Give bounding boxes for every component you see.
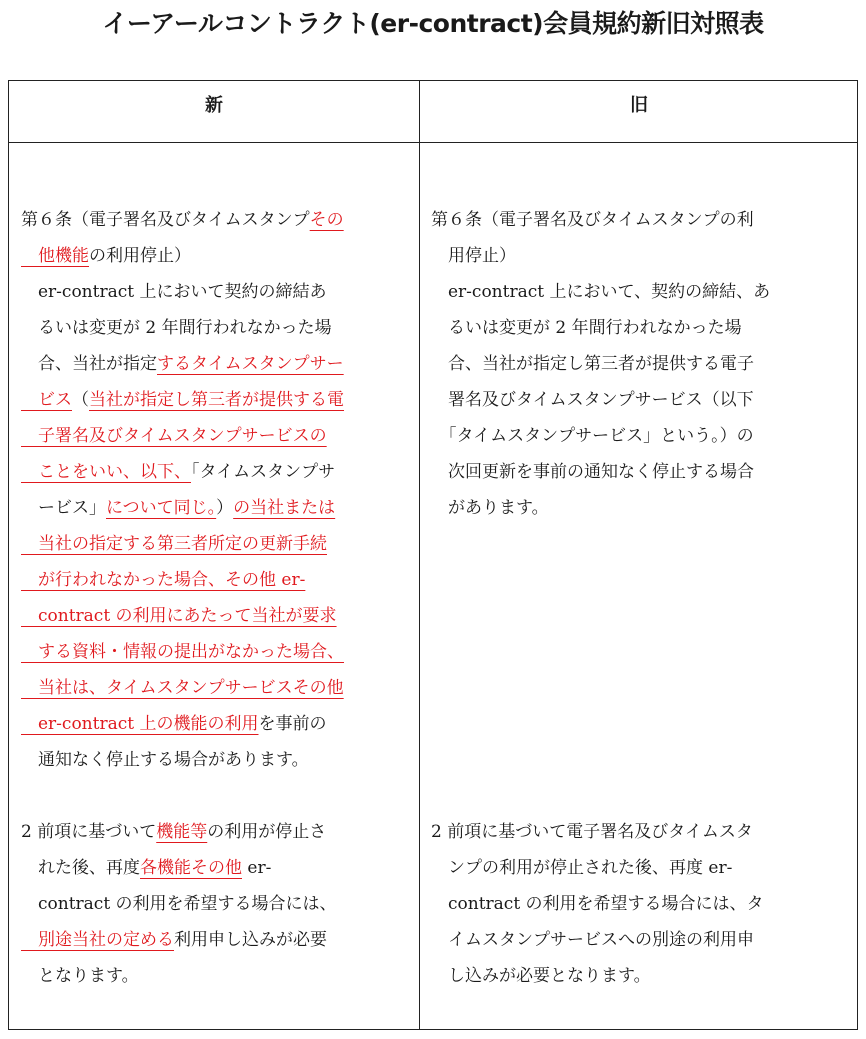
text-line bbox=[21, 958, 416, 994]
text-line: ンプの利用が停止された後、再度 er- bbox=[431, 858, 733, 878]
changed-text: ビス bbox=[21, 390, 72, 410]
text-line: er-contract 上において、契約の締結、あ bbox=[431, 282, 771, 302]
changed-text: その bbox=[309, 210, 344, 230]
text-line bbox=[21, 634, 416, 670]
text-line bbox=[21, 310, 416, 346]
text-line: イムスタンプサービスへの別途の利用申 bbox=[431, 930, 754, 950]
text-segment: 第６条（電子署名及びタイムスタンプ bbox=[21, 210, 310, 230]
text-line: 第６条（電子署名及びタイムスタンプの利 bbox=[431, 210, 754, 230]
text-line bbox=[21, 598, 416, 634]
new-article-6 bbox=[21, 202, 416, 778]
old-paragraph-2 bbox=[431, 814, 856, 994]
changed-text: 別途当社の定める bbox=[21, 930, 174, 950]
text-line bbox=[21, 274, 416, 310]
comparison-table bbox=[8, 80, 858, 1030]
text-segment: er-contract 上において契約の締結あ bbox=[21, 282, 327, 302]
text-segment: となります。 bbox=[21, 966, 139, 986]
text-segment: contract の利用を希望する場合には、 bbox=[21, 894, 337, 914]
text-line bbox=[21, 922, 416, 958]
changed-text: 他機能 bbox=[21, 246, 89, 266]
text-line: 署名及びタイムスタンプサービス（以下 bbox=[431, 390, 754, 410]
text-segment: 利用申し込みが必要 bbox=[174, 930, 327, 950]
changed-text: 当社が指定し第三者が提供する電 bbox=[89, 390, 344, 410]
text-line bbox=[21, 562, 416, 598]
text-line: 合、当社が指定し第三者が提供する電子 bbox=[431, 354, 754, 374]
new-paragraph-2 bbox=[21, 814, 416, 994]
changed-text: について同じ。 bbox=[106, 498, 217, 518]
text-line bbox=[21, 202, 416, 238]
text-segment: （ bbox=[72, 390, 89, 410]
text-line bbox=[21, 850, 416, 886]
column-header-old: 旧 bbox=[630, 95, 648, 116]
text-line: し込みが必要となります。 bbox=[431, 966, 651, 986]
text-line: contract の利用を希望する場合には、タ bbox=[431, 894, 764, 914]
text-line: 2 前項に基づいて電子署名及びタイムスタ bbox=[431, 822, 753, 842]
text-segment: の利用停止） bbox=[89, 246, 191, 266]
text-line bbox=[21, 346, 416, 382]
changed-text: する資料・情報の提出がなかった場合、 bbox=[21, 642, 344, 662]
text-segment: るいは変更が 2 年間行われなかった場 bbox=[21, 318, 332, 338]
text-line bbox=[21, 382, 416, 418]
text-line bbox=[21, 418, 416, 454]
text-line bbox=[21, 526, 416, 562]
text-segment: を事前の bbox=[258, 714, 327, 734]
changed-text: 各機能その他 bbox=[140, 858, 242, 878]
text-segment: 2 前項に基づいて bbox=[21, 822, 157, 842]
text-line bbox=[21, 742, 416, 778]
text-segment: れた後、再度 bbox=[21, 858, 140, 878]
text-line bbox=[21, 814, 416, 850]
changed-text: 子署名及びタイムスタンプサービスの bbox=[21, 426, 327, 446]
text-line bbox=[21, 490, 416, 526]
changed-text: contract の利用にあたって当社が要求 bbox=[21, 606, 337, 626]
text-line bbox=[21, 238, 416, 274]
text-line bbox=[21, 670, 416, 706]
text-line bbox=[21, 886, 416, 922]
old-article-6 bbox=[431, 202, 856, 526]
text-segment: の利用が停止さ bbox=[207, 822, 327, 842]
text-segment: ） bbox=[216, 498, 234, 518]
header-divider bbox=[9, 142, 857, 143]
text-segment: 合、当社が指定 bbox=[21, 354, 157, 374]
text-segment: ービス」 bbox=[21, 498, 106, 518]
changed-text: ことをいい、以下、 bbox=[21, 462, 191, 482]
text-line: があります。 bbox=[431, 498, 549, 518]
text-line: 「タイムスタンプサービス」という。）の bbox=[431, 426, 754, 446]
text-line bbox=[21, 454, 416, 490]
text-line: 次回更新を事前の通知なく停止する場合 bbox=[431, 462, 754, 482]
changed-text: するタイムスタンプサー bbox=[157, 354, 344, 374]
page-title: イーアールコントラクト(er-contract)会員規約新旧対照表 bbox=[102, 9, 764, 38]
text-segment: 「タイムスタンプサ bbox=[191, 462, 336, 482]
column-header-new: 新 bbox=[205, 95, 223, 116]
text-line: 用停止） bbox=[431, 246, 516, 266]
changed-text: 当社の指定する第三者所定の更新手続 bbox=[21, 534, 327, 554]
changed-text: が行われなかった場合、その他 er- bbox=[21, 570, 306, 590]
text-line bbox=[21, 706, 416, 742]
changed-text: er-contract 上の機能の利用 bbox=[21, 714, 259, 734]
text-segment: 通知なく停止する場合があります。 bbox=[21, 750, 309, 770]
changed-text: 当社は、タイムスタンプサービスその他 bbox=[21, 678, 344, 698]
changed-text: の当社または bbox=[233, 498, 336, 518]
text-line: るいは変更が 2 年間行われなかった場 bbox=[431, 318, 742, 338]
changed-text: 機能等 bbox=[156, 822, 208, 842]
column-divider bbox=[419, 81, 420, 1029]
text-segment: er- bbox=[242, 858, 272, 878]
